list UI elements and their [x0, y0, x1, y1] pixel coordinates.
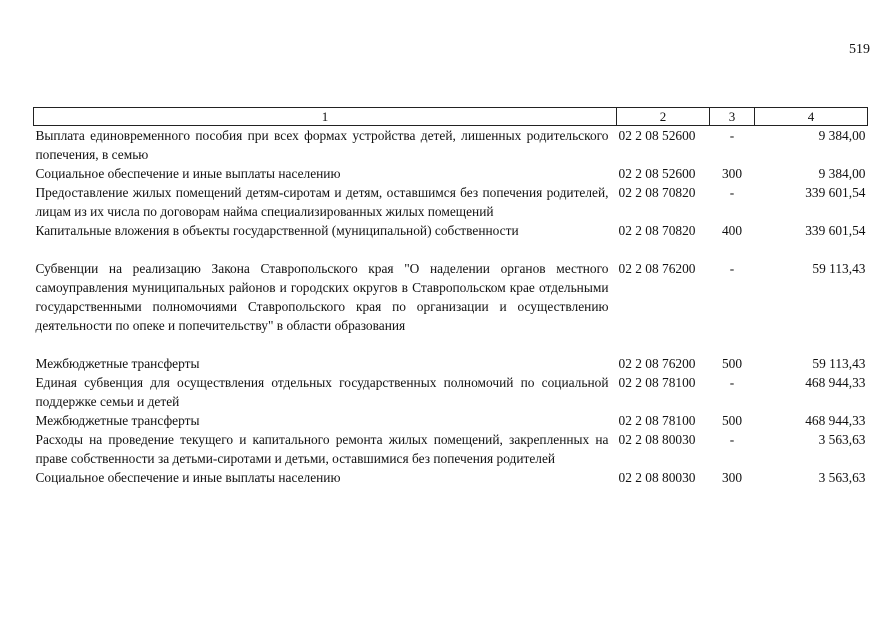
table-header-row	[34, 108, 868, 126]
row-description: Расходы на проведение текущего и капитального ремонта жилых помещений, закрепленных на праве собственности за детьми-сиротами и детьми, оставшимися без попечения родителей	[35, 432, 609, 466]
row-type: 500	[721, 356, 743, 371]
row-amount: 59 113,43	[812, 261, 866, 276]
row-amount: 339 601,54	[805, 185, 866, 200]
row-code: 02 2 08 80030	[618, 470, 696, 485]
row-amount: 9 384,00	[818, 166, 866, 181]
row-description: Межбюджетные трансферты	[35, 356, 200, 371]
row-type: 400	[721, 223, 743, 238]
table-row	[34, 183, 868, 221]
row-type: 500	[721, 413, 743, 428]
row-amount: 339 601,54	[805, 223, 866, 238]
table-row	[34, 373, 868, 411]
row-amount: 59 113,43	[812, 356, 866, 371]
row-code: 02 2 08 78100	[618, 375, 696, 390]
column-header-1: 1	[34, 108, 617, 126]
row-code: 02 2 08 52600	[618, 128, 696, 143]
table-row	[34, 164, 868, 183]
row-type: -	[729, 185, 735, 200]
row-code: 02 2 08 52600	[618, 166, 696, 181]
row-description: Межбюджетные трансферты	[35, 413, 200, 428]
page-number: 519	[849, 42, 870, 57]
row-type: -	[729, 261, 735, 276]
table-row	[34, 221, 868, 259]
row-description: Предоставление жилых помещений детям-сиротам и детям, оставшимся без попечения родителей, лицам из их числа по договорам найма специализированных жилых помещений	[35, 185, 609, 219]
row-type: 300	[721, 166, 743, 181]
row-type: 300	[721, 470, 743, 485]
row-code: 02 2 08 70820	[618, 185, 696, 200]
row-description: Капитальные вложения в объекты государственной (муниципальной) собственности	[35, 223, 519, 238]
row-amount: 9 384,00	[818, 128, 866, 143]
row-description: Социальное обеспечение и иные выплаты населению	[35, 166, 341, 181]
table-row	[34, 126, 868, 165]
table-row	[34, 430, 868, 468]
table-row	[34, 411, 868, 430]
row-amount: 468 944,33	[805, 375, 866, 390]
row-amount: 468 944,33	[805, 413, 866, 428]
row-type: -	[729, 432, 735, 447]
row-code: 02 2 08 76200	[618, 261, 696, 276]
row-code: 02 2 08 80030	[618, 432, 696, 447]
row-description: Субвенции на реализацию Закона Ставропольского края "О наделении органов местного самоуправления муниципальных районов и городских округов в Ставропольском крае отдельными государственными полномочиями Ставропольского края по организации и осуществлению деятельности по опеке и попечительству" в области образования	[35, 261, 609, 333]
column-header-3: 3	[710, 108, 755, 126]
table-row	[34, 468, 868, 487]
row-amount: 3 563,63	[818, 470, 866, 485]
row-code: 02 2 08 76200	[618, 356, 696, 371]
column-header-2: 2	[617, 108, 710, 126]
row-type: -	[729, 375, 735, 390]
column-header-4: 4	[755, 108, 868, 126]
row-description: Выплата единовременного пособия при всех формах устройства детей, лишенных родительского попечения, в семью	[35, 128, 609, 162]
table-row	[34, 259, 868, 354]
row-code: 02 2 08 70820	[618, 223, 696, 238]
budget-table	[33, 107, 868, 487]
table-row	[34, 354, 868, 373]
row-type: -	[729, 128, 735, 143]
row-code: 02 2 08 78100	[618, 413, 696, 428]
row-description: Единая субвенция для осуществления отдельных государственных полномочий по социальной поддержке семьи и детей	[35, 375, 609, 409]
row-amount: 3 563,63	[818, 432, 866, 447]
row-description: Социальное обеспечение и иные выплаты населению	[35, 470, 341, 485]
